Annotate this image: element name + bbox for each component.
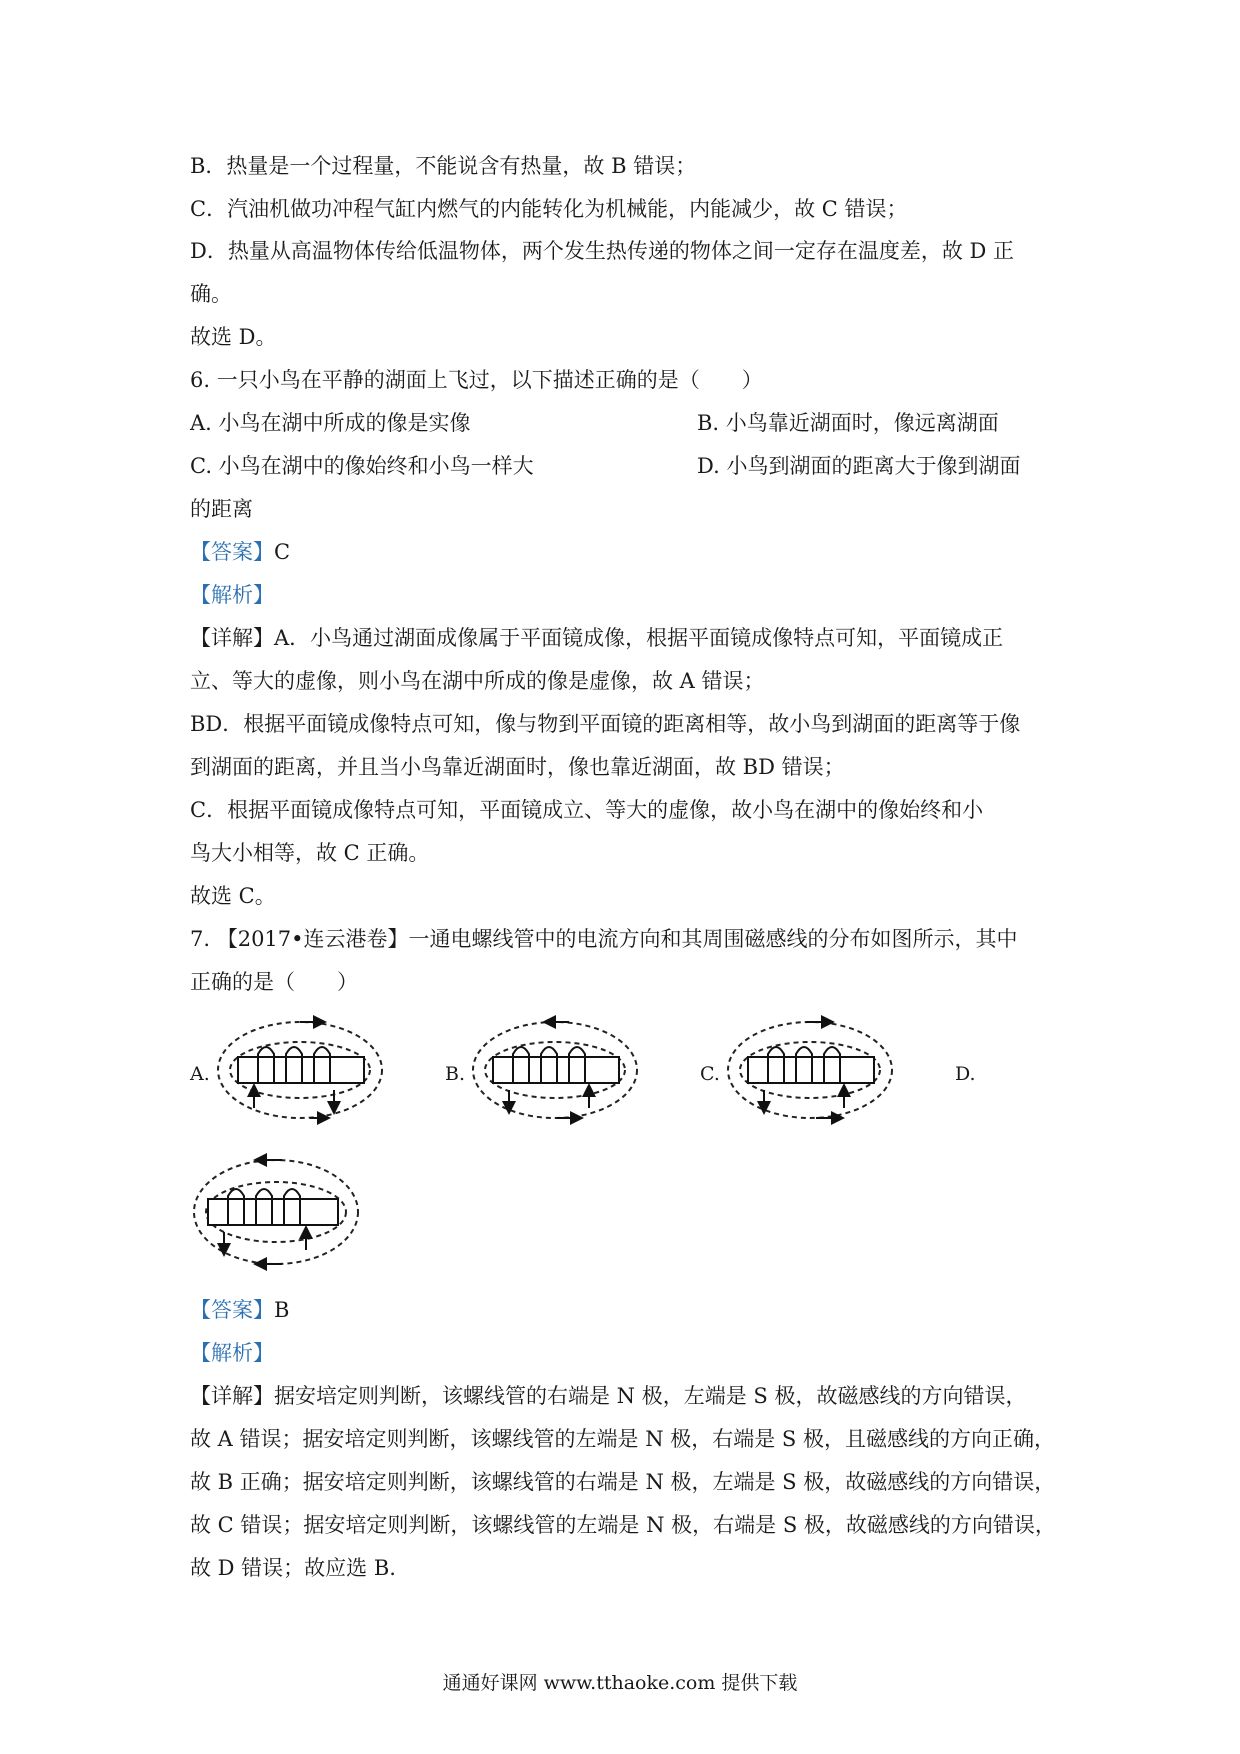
detail-tag: 【详解】 <box>190 1384 274 1408</box>
q6-option-b: B. 小鸟靠近湖面时，像远离湖面 <box>697 411 999 435</box>
q6-analysis-line <box>190 581 274 609</box>
solenoid-figure-a <box>210 1010 390 1130</box>
q6-option-a: A. 小鸟在湖中所成的像是实像 <box>190 411 471 435</box>
q6-option-c: C. 小鸟在湖中的像始终和小鸟一样大 <box>190 454 534 478</box>
q6-stem: 6. 一只小鸟在平静的湖面上飞过，以下描述正确的是（ ） <box>190 368 763 392</box>
q7-analysis-line <box>190 1339 274 1367</box>
analysis-tag: 【解析】 <box>190 583 274 607</box>
q6-option-d: D. 小鸟到湖面的距离大于像到湖面 <box>697 454 1021 478</box>
q6-detail-line2: 立、等大的虚像，则小鸟在湖中所成的像是虚像，故 A 错误； <box>190 669 765 693</box>
q7-detail-line2: 故 A 错误；据安培定则判断，该螺线管的左端是 N 极，右端是 S 极，且磁感线的方向正确， <box>190 1427 1055 1451</box>
q6-detail-line7: 故选 C。 <box>190 884 276 908</box>
answer-tag: 【答案】 <box>190 1298 274 1322</box>
figure-label-c: C. <box>700 1063 720 1085</box>
explanation-b: B．热量是一个过程量，不能说含有热量，故 B 错误； <box>190 154 697 178</box>
q7-answer: B <box>274 1298 290 1322</box>
analysis-tag: 【解析】 <box>190 1341 274 1365</box>
q6-detail-line4: 到湖面的距离，并且当小鸟靠近湖面时，像也靠近湖面，故 BD 错误； <box>190 755 845 779</box>
q6-option-d-cont: 的距离 <box>190 497 253 521</box>
q7-detail-text: 据安培定则判断，该螺线管的右端是 N 极，左端是 S 极，故磁感线的方向错误， <box>274 1384 1027 1408</box>
explanation-choice: 故选 D。 <box>190 325 277 349</box>
q7-stem-line1: 7. 【2017•连云港卷】一通电螺线管中的电流方向和其周围磁感线的分布如图所示，其中 <box>190 927 1018 951</box>
detail-tag: 【详解】 <box>190 626 274 650</box>
q6-detail-line1 <box>190 624 1003 652</box>
q7-detail-line1 <box>190 1382 1026 1410</box>
explanation-c: C．汽油机做功冲程气缸内燃气的内能转化为机械能，内能减少，故 C 错误； <box>190 197 908 221</box>
answer-tag: 【答案】 <box>190 540 274 564</box>
q7-detail-line3: 故 B 正确；据安培定则判断，该螺线管的右端是 N 极，左端是 S 极，故磁感线的方向错误， <box>190 1470 1056 1494</box>
q6-answer: C <box>274 540 291 564</box>
explanation-d-line1: D．热量从高温物体传给低温物体，两个发生热传递的物体之间一定存在温度差，故 D 正 <box>190 239 1015 263</box>
q7-detail-line4: 故 C 错误；据安培定则判断，该螺线管的左端是 N 极，右端是 S 极，故磁感线的方向错误， <box>190 1513 1056 1537</box>
q6-detail-text: A．小鸟通过湖面成像属于平面镜成像，根据平面镜成像特点可知，平面镜成正 <box>274 626 1004 650</box>
q6-detail-line3: BD．根据平面镜成像特点可知，像与物到平面镜的距离相等，故小鸟到湖面的距离等于像 <box>190 712 1021 736</box>
q7-detail-line5: 故 D 错误；故应选 B. <box>190 1556 396 1580</box>
q7-stem-line2: 正确的是（ ） <box>190 970 358 994</box>
q7-answer-line <box>190 1296 289 1324</box>
q6-detail-line6: 鸟大小相等，故 C 正确。 <box>190 841 430 865</box>
figure-label-a: A. <box>190 1063 210 1085</box>
solenoid-figure-c <box>720 1010 900 1130</box>
q6-detail-line5: C．根据平面镜成像特点可知，平面镜成立、等大的虚像，故小鸟在湖中的像始终和小 <box>190 798 984 822</box>
solenoid-figure-b <box>465 1010 645 1130</box>
q6-answer-line <box>190 538 290 566</box>
explanation-d-line2: 确。 <box>190 282 232 306</box>
solenoid-figure-d <box>186 1148 366 1278</box>
figure-label-b: B. <box>445 1063 466 1085</box>
page-footer: 通通好课网 www.tthaoke.com 提供下载 <box>442 1672 798 1694</box>
figure-label-d: D. <box>955 1063 976 1085</box>
